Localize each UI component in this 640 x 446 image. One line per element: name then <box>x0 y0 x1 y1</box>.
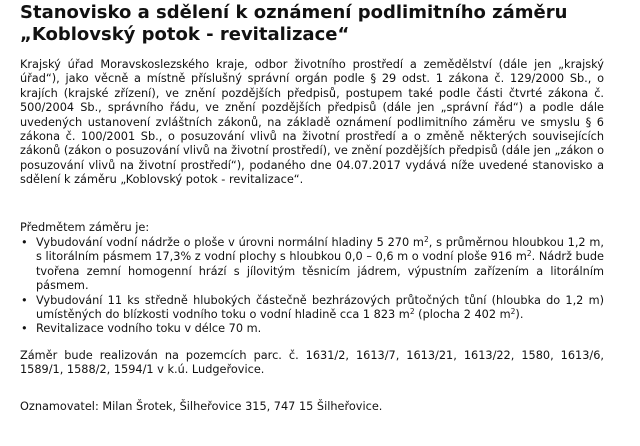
bullet-dot-icon: • <box>21 322 28 336</box>
superscript: 2 <box>510 307 516 317</box>
bullet-item-reservoir <box>20 236 604 294</box>
bullet-text-part: ). <box>515 308 524 322</box>
intro-paragraph: Krajský úřad Moravskoslezského kraje, odbor životního prostředí a zemědělství (dále jen „krajský úřad“), jako věcně a místně příslušný správní orgán podle § 29 odst. 1 zákona č. 129/2000 Sb., o krajích (krajské zřízení), ve znění pozdějších předpisů, postupem také podle části čtvrté zákona č. 500/2004 Sb., správního řádu, ve znění pozdějších předpisů (dále jen „správní řád“) a podle dále uvedených ustanovení zvláštních zákonů, na základě oznámení podlimitního záměru ve smyslu § 6 zákona č. 100/2001 Sb., o posuzování vlivů na životní prostředí a o změně některých souvisejících zákonů (zákon o posuzování vlivů na životní prostředí), ve znění pozdějších předpisů (dále jen „zákon o posuzování vlivů na životní prostředí“), podaného dne 04.07.2017 vydává níže uvedené stanovisko a sdělení k záměru „Koblovský potok - revitalizace“. <box>20 58 604 187</box>
bullet-item-revitalization <box>20 322 604 336</box>
subject-heading: Předmětem záměru je: <box>20 221 150 234</box>
bullet-text-part: Vybudování vodní nádrže o ploše v úrovni normální hladiny 5 270 m <box>36 236 424 249</box>
bullet-dot-icon: • <box>21 236 28 249</box>
bullet-item-pools <box>20 294 604 323</box>
notifier-line: Oznamovatel: Milan Šrotek, Šilheřovice 315, 747 15 Šilheřovice. <box>20 400 383 413</box>
bullet-dot-icon: • <box>21 293 28 307</box>
subject-bullet-list <box>20 236 604 337</box>
superscript: 2 <box>526 249 532 259</box>
superscript: 2 <box>409 307 415 317</box>
bullet-text-part: Vybudování 11 ks středně hlubokých částečně bezhrázových průtočných tůní (hloubka do 1,2 m) umístěných do blízkosti vodního toku o vodní hladině cca 1 823 m <box>36 293 604 322</box>
bullet-text-part: (plocha 2 402 m <box>414 308 511 322</box>
superscript: 2 <box>423 235 429 244</box>
bullet-text: Revitalizace vodního toku v délce 70 m. <box>36 322 262 336</box>
bullet-text-part: , s průměrnou hloubkou 1,2 m, s litorálním pásmem 17,3% z vodní plochy s hloubkou 0,0 – 0,6 m o vodní ploše 916 m <box>36 236 604 264</box>
document-title: Stanovisko a sdělení k oznámení podlimitního záměru „Koblovský potok - revitalizace“ <box>20 2 568 45</box>
location-paragraph: Záměr bude realizován na pozemcích parc. č. 1631/2, 1613/7, 1613/21, 1613/22, 1580, 1613/6, 1589/1, 1588/2, 1594/1 v k.ú. Ludgeřovice. <box>20 349 604 377</box>
bullet-text-part: . Nádrž bude tvořena zemní homogenní hrází s jílovitým těsnicím jádrem, výpustním zařízením a litorálním pásmem. <box>36 250 605 293</box>
